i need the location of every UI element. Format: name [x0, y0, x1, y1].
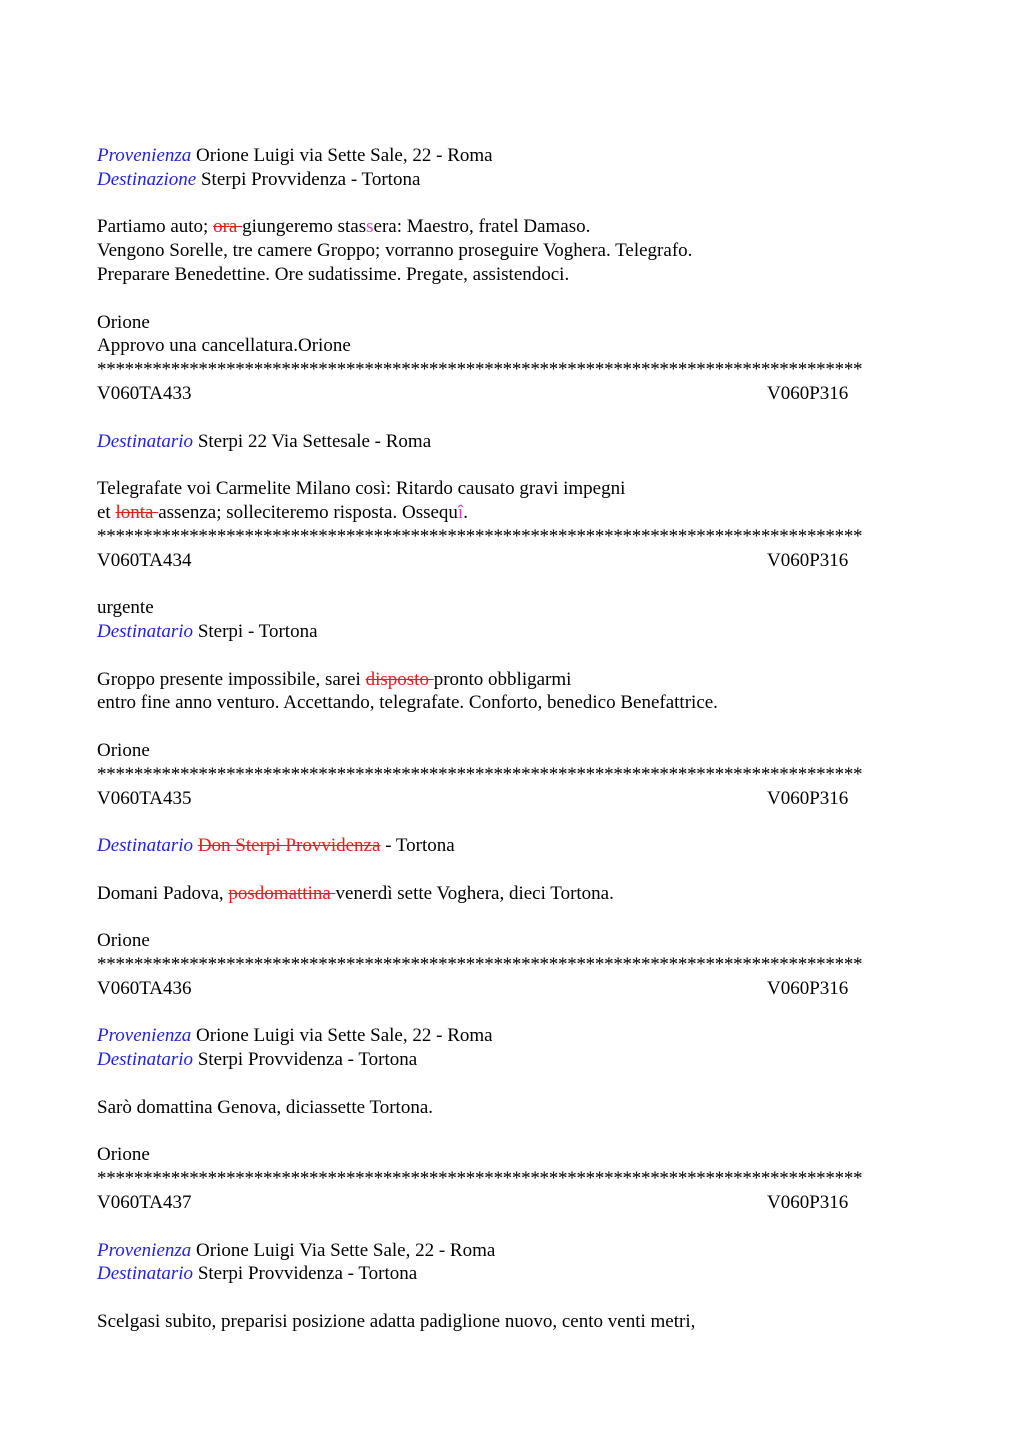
destinazione-label: Destinazione: [97, 168, 197, 190]
body-line: [97, 668, 937, 692]
provenienza-line: [97, 1024, 937, 1048]
destinatario-text: - Tortona: [380, 835, 455, 857]
body-line: [97, 501, 937, 525]
document-code: V060TA435: [97, 787, 192, 809]
provenienza-label: Provenienza: [97, 145, 192, 166]
destinatario-line: [97, 430, 937, 454]
separator: ***********************************************************************************: [97, 1168, 863, 1190]
provenienza-label: Provenienza: [97, 1239, 192, 1261]
page-code: V060P316: [767, 1192, 849, 1214]
separator: ***********************************************************************************: [97, 525, 863, 547]
body-line: [97, 882, 937, 906]
document-page: [97, 144, 937, 1334]
text-run: giungeremo stas: [242, 216, 367, 238]
destinatario-text: Sterpi Provvidenza - Tortona: [193, 1263, 418, 1285]
document-code: V060TA437: [97, 1192, 192, 1214]
separator: ***********************************************************************************: [97, 763, 863, 785]
deleted-text: disposto: [365, 668, 434, 690]
provenienza-line: [97, 144, 937, 168]
text-run: assenza; solleciteremo risposta. Ossequ: [158, 501, 458, 523]
text-run: Groppo presente impossibile, sarei: [97, 668, 366, 690]
provenienza-label: Provenienza: [97, 1025, 192, 1047]
body-line: Sarò domattina Genova, diciassette Tortona.: [97, 1096, 434, 1118]
text-run: Domani Padova,: [97, 882, 229, 904]
destinazione-line: [97, 168, 937, 192]
document-code: V060TA433: [97, 382, 192, 404]
page-code: V060P316: [767, 977, 849, 999]
urgency-note: urgente: [97, 597, 154, 619]
document-code: V060TA436: [97, 977, 192, 999]
document-code-row: [97, 382, 937, 406]
deleted-text: ora: [213, 216, 243, 238]
provenienza-line: [97, 1239, 937, 1263]
body-line: Telegrafate voi Carmelite Milano così: Ritardo causato gravi impegni: [97, 478, 626, 500]
body-line: Scelgasi subito, preparisi posizione adatta padiglione nuovo, cento venti metri,: [97, 1311, 696, 1333]
text-run: et: [97, 501, 116, 523]
deleted-text: posdomattina: [228, 882, 336, 904]
provenienza-text: Orione Luigi via Sette Sale, 22 - Roma: [191, 145, 493, 166]
destinatario-line: [97, 1262, 937, 1286]
text-run: .: [463, 501, 468, 523]
document-code-row: [97, 549, 937, 573]
signature: Orione: [97, 1144, 150, 1166]
text-run: venerdì sette Voghera, dieci Tortona.: [335, 882, 614, 904]
signature: Orione: [97, 311, 150, 333]
signature: Orione: [97, 930, 150, 952]
inserted-text: î: [457, 501, 464, 523]
destinatario-line: [97, 620, 937, 644]
deleted-text: lonta: [115, 501, 159, 523]
signature: Orione: [97, 739, 150, 761]
approval-note: Approvo una cancellatura.Orione: [97, 335, 351, 357]
destinatario-text: Sterpi - Tortona: [193, 620, 318, 642]
deleted-text: Don Sterpi Provvidenza: [197, 835, 381, 857]
text-run: Partiamo auto;: [97, 216, 214, 238]
destinatario-line: [97, 1048, 937, 1072]
text-run: pronto obbligarmi: [433, 668, 572, 690]
destinatario-label: Destinatario: [97, 430, 194, 452]
destinazione-text: Sterpi Provvidenza - Tortona: [196, 168, 421, 190]
destinatario-text: Sterpi Provvidenza - Tortona: [193, 1049, 418, 1071]
destinatario-label: Destinatario: [97, 620, 194, 642]
page-code: V060P316: [767, 382, 849, 404]
separator: ***********************************************************************************: [97, 954, 863, 976]
destinatario-line: [97, 834, 937, 858]
body-line: Preparare Benedettine. Ore sudatissime. Pregate, assistendoci.: [97, 263, 570, 285]
document-code-row: [97, 977, 937, 1001]
provenienza-text: Orione Luigi Via Sette Sale, 22 - Roma: [191, 1239, 496, 1261]
page-code: V060P316: [767, 549, 849, 571]
inserted-text: s: [366, 216, 374, 238]
document-code-row: [97, 1191, 937, 1215]
document-code-row: [97, 787, 937, 811]
body-line: [97, 215, 937, 239]
destinatario-label: Destinatario: [97, 835, 194, 857]
destinatario-text: Sterpi 22 Via Settesale - Roma: [193, 430, 432, 452]
body-line: entro fine anno venturo. Accettando, telegrafate. Conforto, benedico Benefattrice.: [97, 692, 718, 714]
text-run: era: Maestro, fratel Damaso.: [373, 216, 591, 238]
provenienza-text: Orione Luigi via Sette Sale, 22 - Roma: [191, 1025, 493, 1047]
destinatario-label: Destinatario: [97, 1263, 194, 1285]
destinatario-label: Destinatario: [97, 1049, 194, 1071]
page-code: V060P316: [767, 787, 849, 809]
body-line: Vengono Sorelle, tre camere Groppo; vorranno proseguire Voghera. Telegrafo.: [97, 240, 693, 262]
document-code: V060TA434: [97, 549, 192, 571]
separator: ***********************************************************************************: [97, 359, 863, 381]
